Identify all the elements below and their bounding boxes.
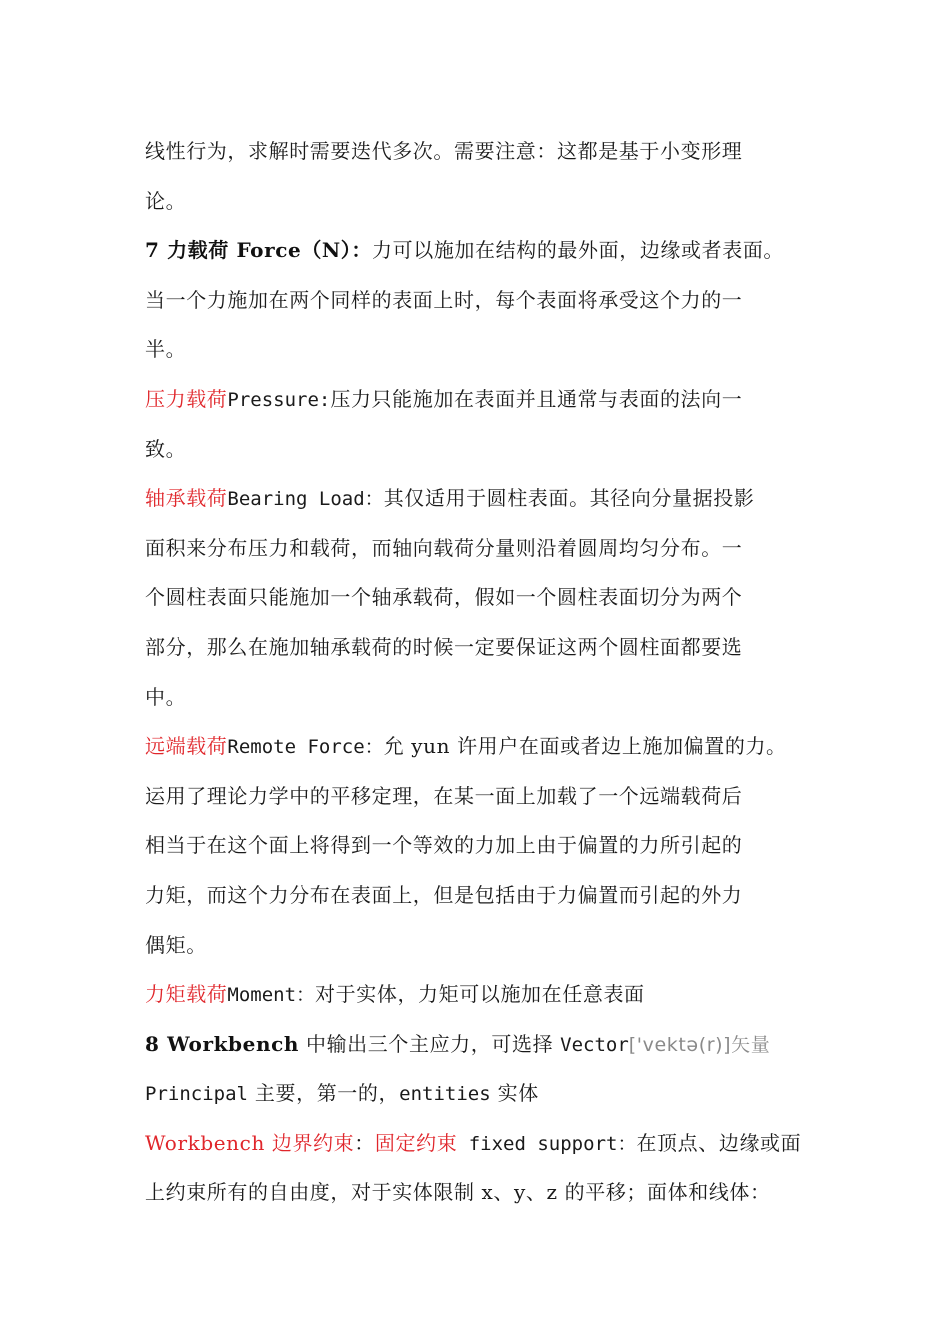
moment-load-line bbox=[145, 970, 835, 1020]
paragraph-text: 其仅适用于圆柱表面。其径向分量据投影 bbox=[383, 486, 755, 511]
term-english: Remote Force： bbox=[227, 736, 384, 759]
paragraph-text: 致。 bbox=[145, 436, 187, 461]
paragraph-text: 压力只能施加在表面并且通常与表面的法向一 bbox=[330, 386, 743, 411]
paragraph-text: 实体 bbox=[490, 1081, 539, 1106]
paragraph-text: 上约束所有的自由度，对于实体限制 x、y、z 的平移；面体和线体： bbox=[145, 1180, 771, 1205]
term-label: 固定约束 bbox=[374, 1130, 458, 1155]
term-english: Moment： bbox=[227, 984, 316, 1007]
section-8-heading-line bbox=[145, 1020, 835, 1070]
text-line bbox=[145, 1069, 835, 1119]
text-line bbox=[145, 177, 835, 227]
paragraph-text: 允 yun 许用户在面或者边上施加偏置的力。 bbox=[383, 734, 787, 759]
remote-force-line bbox=[145, 722, 835, 772]
text-line bbox=[145, 127, 835, 177]
text-line bbox=[145, 276, 835, 326]
term-english: Bearing Load： bbox=[227, 488, 384, 511]
pressure-load-line bbox=[145, 375, 835, 425]
paragraph-text: 半。 bbox=[145, 337, 187, 362]
term-english: Vector bbox=[560, 1033, 629, 1056]
paragraph-text: 部分，那么在施加轴承载荷的时候一定要保证这两个圆柱面都要选 bbox=[145, 634, 743, 659]
text-line bbox=[145, 1168, 835, 1218]
term-label: 远端载荷 bbox=[145, 734, 228, 759]
paragraph-text: 力矩，而这个力分布在表面上，但是包括由于力偏置而引起的外力 bbox=[145, 882, 743, 907]
term-label: 压力载荷 bbox=[145, 386, 228, 411]
phonetic-gloss: ['vektə(r)]矢量 bbox=[628, 1033, 771, 1056]
term-english: fixed support： bbox=[457, 1132, 637, 1155]
term-label: Workbench 边界约束 bbox=[145, 1130, 355, 1155]
paragraph-text: 中。 bbox=[145, 684, 187, 709]
paragraph-text: 主要，第一的， bbox=[247, 1081, 400, 1106]
paragraph-text: 在顶点、边缘或面 bbox=[636, 1130, 802, 1155]
section-heading: 7 力载荷 Force（N）： bbox=[145, 238, 373, 263]
paragraph-text: 面积来分布压力和载荷，而轴向载荷分量则沿着圆周均匀分布。一 bbox=[145, 535, 743, 560]
section-heading: 8 Workbench bbox=[145, 1031, 300, 1056]
paragraph-text: 运用了理论力学中的平移定理，在某一面上加载了一个远端载荷后 bbox=[145, 783, 743, 808]
separator: ： bbox=[354, 1130, 375, 1155]
text-line bbox=[145, 921, 835, 971]
text-line bbox=[145, 772, 835, 822]
term-label: 力矩载荷 bbox=[145, 982, 228, 1007]
bearing-load-line bbox=[145, 474, 835, 524]
text-line bbox=[145, 821, 835, 871]
text-line bbox=[145, 623, 835, 673]
text-line bbox=[145, 325, 835, 375]
term-english: Pressure: bbox=[227, 388, 331, 411]
paragraph-text: 论。 bbox=[145, 188, 187, 213]
document-body bbox=[145, 127, 835, 1218]
paragraph-text: 偶矩。 bbox=[145, 932, 207, 957]
text-line bbox=[145, 425, 835, 475]
term-english: entities bbox=[399, 1083, 491, 1106]
text-line bbox=[145, 524, 835, 574]
text-line bbox=[145, 871, 835, 921]
paragraph-text: 中输出三个主应力，可选择 bbox=[299, 1031, 561, 1056]
paragraph-text: 个圆柱表面只能施加一个轴承载荷，假如一个圆柱表面切分为两个 bbox=[145, 585, 743, 610]
paragraph-text: 相当于在这个面上将得到一个等效的力加上由于偏置的力所引起的 bbox=[145, 833, 743, 858]
term-label: 轴承载荷 bbox=[145, 486, 228, 511]
paragraph-text: 力可以施加在结构的最外面，边缘或者表面。 bbox=[372, 238, 785, 263]
paragraph-text: 当一个力施加在两个同样的表面上时，每个表面将承受这个力的一 bbox=[145, 287, 743, 312]
section-7-heading-line bbox=[145, 226, 835, 276]
paragraph-text: 对于实体，力矩可以施加在任意表面 bbox=[315, 982, 645, 1007]
text-line bbox=[145, 673, 835, 723]
paragraph-text: 线性行为，求解时需要迭代多次。需要注意：这都是基于小变形理 bbox=[145, 139, 743, 163]
text-line bbox=[145, 573, 835, 623]
constraints-line bbox=[145, 1119, 835, 1169]
term-english: Principal bbox=[145, 1083, 248, 1106]
